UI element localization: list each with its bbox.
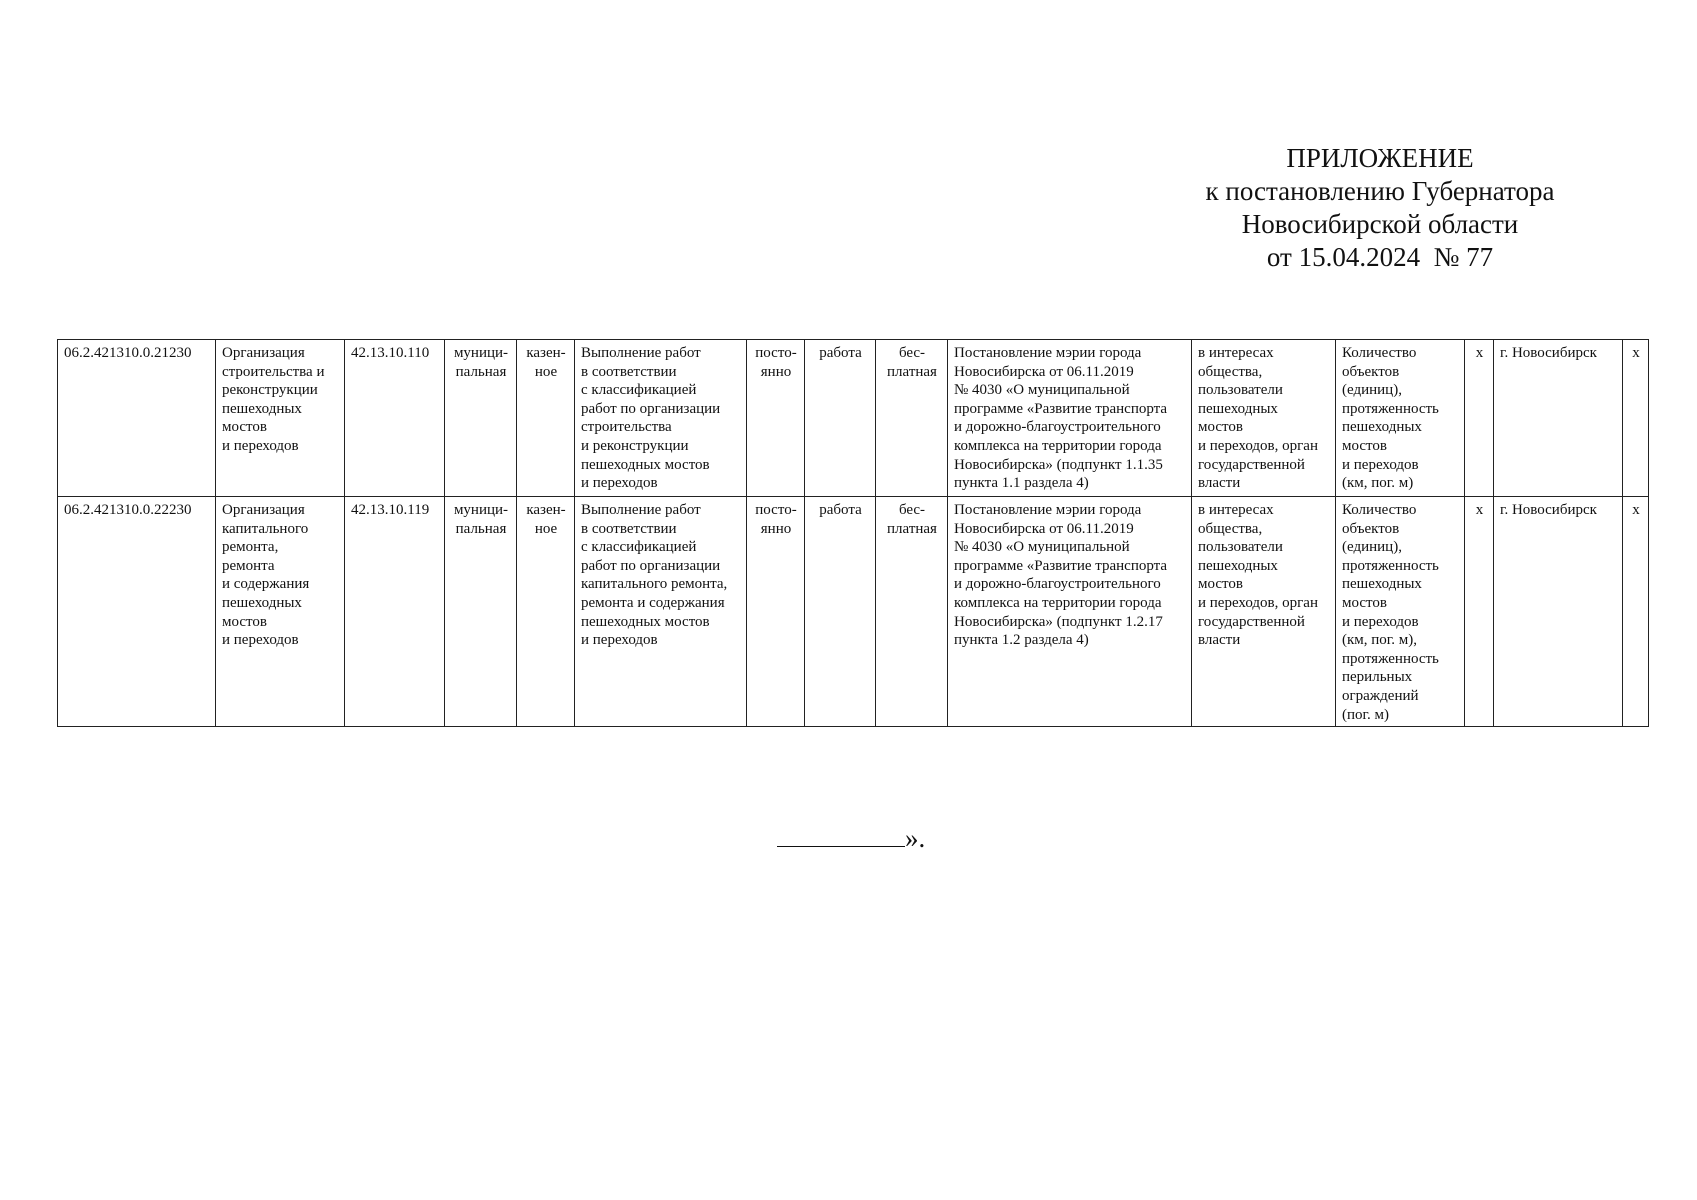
- work-name-cell: Организация капитального ремонта, ремонта и содержания пешеходных мостов и переходов: [216, 497, 345, 727]
- legal-basis-cell: Постановление мэрии города Новосибирска от 06.11.2019 № 4030 «О муниципальной программе «Развитие транспорта и дорожно-благоустроительного комплекса на территории города Новосибирска» (подпункт 1.2.17 пункта 1.2 раздела 4): [948, 497, 1192, 727]
- payment-cell: бес- платная: [876, 340, 948, 497]
- kind-cell: работа: [805, 340, 876, 497]
- x-mark-cell: x: [1623, 497, 1649, 727]
- appendix-title: ПРИЛОЖЕНИЕ: [1286, 143, 1474, 173]
- x-mark-cell: x: [1465, 497, 1494, 727]
- consumers-cell: в интересах общества, пользователи пешеходных мостов и переходов, орган государственной власти: [1192, 497, 1336, 727]
- consumers-cell: в интересах общества, пользователи пешеходных мостов и переходов, орган государственной власти: [1192, 340, 1336, 497]
- work-content-cell: Выполнение работ в соответствии с классификацией работ по организации строительства и реконструкции пешеходных мостов и переходов: [575, 340, 747, 497]
- x-mark-cell: x: [1623, 340, 1649, 497]
- period-cell: посто- янно: [747, 340, 805, 497]
- level-cell: муници- пальная: [445, 340, 517, 497]
- work-content-cell: Выполнение работ в соответствии с классификацией работ по организации капитального ремонта, ремонта и содержания пешеходных мостов и переходов: [575, 497, 747, 727]
- okved-code-cell: 42.13.10.119: [345, 497, 445, 727]
- legal-basis-cell: Постановление мэрии города Новосибирска от 06.11.2019 № 4030 «О муниципальной программе «Развитие транспорта и дорожно-благоустроительного комплекса на территории города Новосибирска» (подпункт 1.1.35 пункта 1.1 раздела 4): [948, 340, 1192, 497]
- work-name-cell: Организация строительства и реконструкции пешеходных мостов и переходов: [216, 340, 345, 497]
- services-register-table: [57, 339, 1649, 727]
- place-cell: г. Новосибирск: [1494, 497, 1623, 727]
- x-mark-cell: x: [1465, 340, 1494, 497]
- closing-quote: ».: [905, 823, 926, 853]
- table-row: [58, 340, 1649, 497]
- institution-type-cell: казен- ное: [517, 497, 575, 727]
- indicators-cell: Количество объектов (единиц), протяженность пешеходных мостов и переходов (км, пог. м), протяженность перильных ограждений (пог. м): [1336, 497, 1465, 727]
- kind-cell: работа: [805, 497, 876, 727]
- level-cell: муници- пальная: [445, 497, 517, 727]
- closing-rule: [777, 822, 905, 847]
- appendix-date-number-line: от 15.04.2024 № 77: [1266, 242, 1494, 272]
- registry-code-cell: 06.2.421310.0.22230: [58, 497, 216, 727]
- period-cell: посто- янно: [747, 497, 805, 727]
- appendix-region-line: Новосибирской области: [1241, 209, 1519, 239]
- institution-type-cell: казен- ное: [517, 340, 575, 497]
- table-row: [58, 497, 1649, 727]
- appendix-decree-line: к постановлению Губернатора: [1205, 176, 1555, 206]
- okved-code-cell: 42.13.10.110: [345, 340, 445, 497]
- registry-code-cell: 06.2.421310.0.21230: [58, 340, 216, 497]
- appendix-header: [1100, 142, 1660, 274]
- indicators-cell: Количество объектов (единиц), протяженность пешеходных мостов и переходов (км, пог. м): [1336, 340, 1465, 497]
- payment-cell: бес- платная: [876, 497, 948, 727]
- closing-mark: [777, 822, 925, 853]
- place-cell: г. Новосибирск: [1494, 340, 1623, 497]
